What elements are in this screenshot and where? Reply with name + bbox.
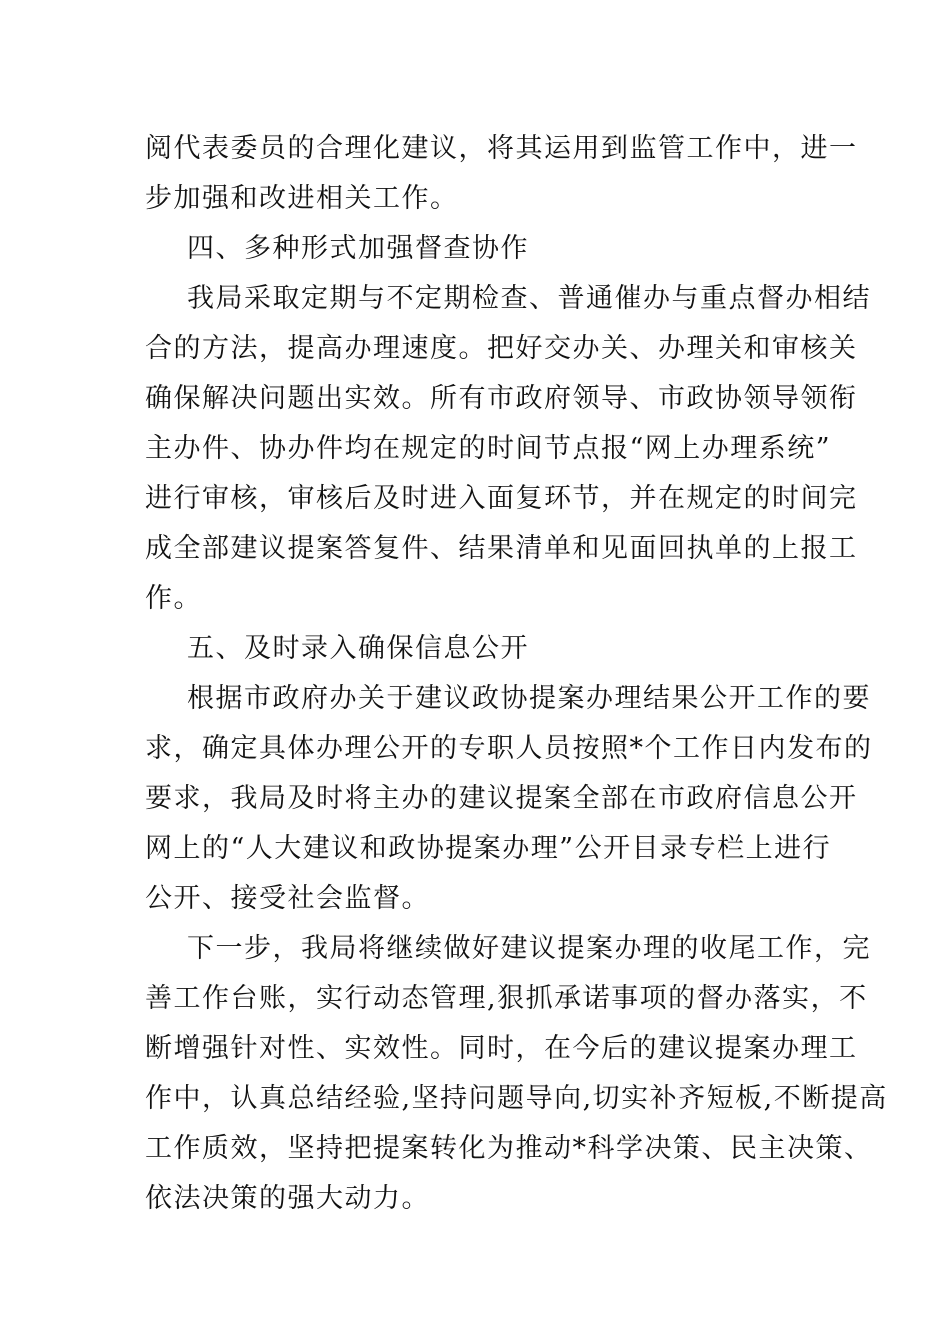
text-line: 下一步，我局将继续做好建议提案办理的收尾工作，完 — [187, 933, 871, 964]
text-line: 作中，认真总结经验,坚持问题导向,切实补齐短板,不断提高 — [145, 1083, 888, 1114]
text-line: 网上的“人大建议和政协提案办理”公开目录专栏上进行 — [145, 833, 832, 864]
text-line: 工作质效，坚持把提案转化为推动*科学决策、民主决策、 — [145, 1133, 873, 1164]
text-line: 善工作台账，实行动态管理,狠抓承诺事项的督办落实，不 — [145, 983, 868, 1014]
text-line: 阅代表委员的合理化建议，将其运用到监管工作中，进一 — [145, 133, 858, 164]
text-line: 步加强和改进相关工作。 — [145, 183, 459, 214]
text-line: 公开、接受社会监督。 — [145, 883, 430, 914]
text-line: 合的方法，提高办理速度。把好交办关、办理关和审核关 — [145, 333, 858, 364]
text-line: 断增强针对性、实效性。同时，在今后的建议提案办理工 — [145, 1033, 858, 1064]
text-line: 进行审核，审核后及时进入面复环节，并在规定的时间完 — [145, 483, 858, 514]
text-line: 确保解决问题出实效。所有市政府领导、市政协领导领衔 — [145, 383, 858, 414]
text-line: 求，确定具体办理公开的专职人员按照*个工作日内发布的 — [145, 733, 873, 764]
text-line: 主办件、协办件均在规定的时间节点报“网上办理系统” — [145, 433, 832, 464]
text-line: 依法决策的强大动力。 — [145, 1183, 430, 1214]
text-line: 成全部建议提案答复件、结果清单和见面回执单的上报工 — [145, 533, 858, 564]
text-line: 我局采取定期与不定期检查、普通催办与重点督办相结 — [187, 283, 871, 314]
section-heading: 五、及时录入确保信息公开 — [187, 633, 529, 664]
text-line: 根据市政府办关于建议政协提案办理结果公开工作的要 — [187, 683, 871, 714]
section-heading: 四、多种形式加强督查协作 — [187, 233, 529, 264]
text-line: 要求，我局及时将主办的建议提案全部在市政府信息公开 — [145, 783, 858, 814]
text-line: 作。 — [145, 583, 202, 614]
